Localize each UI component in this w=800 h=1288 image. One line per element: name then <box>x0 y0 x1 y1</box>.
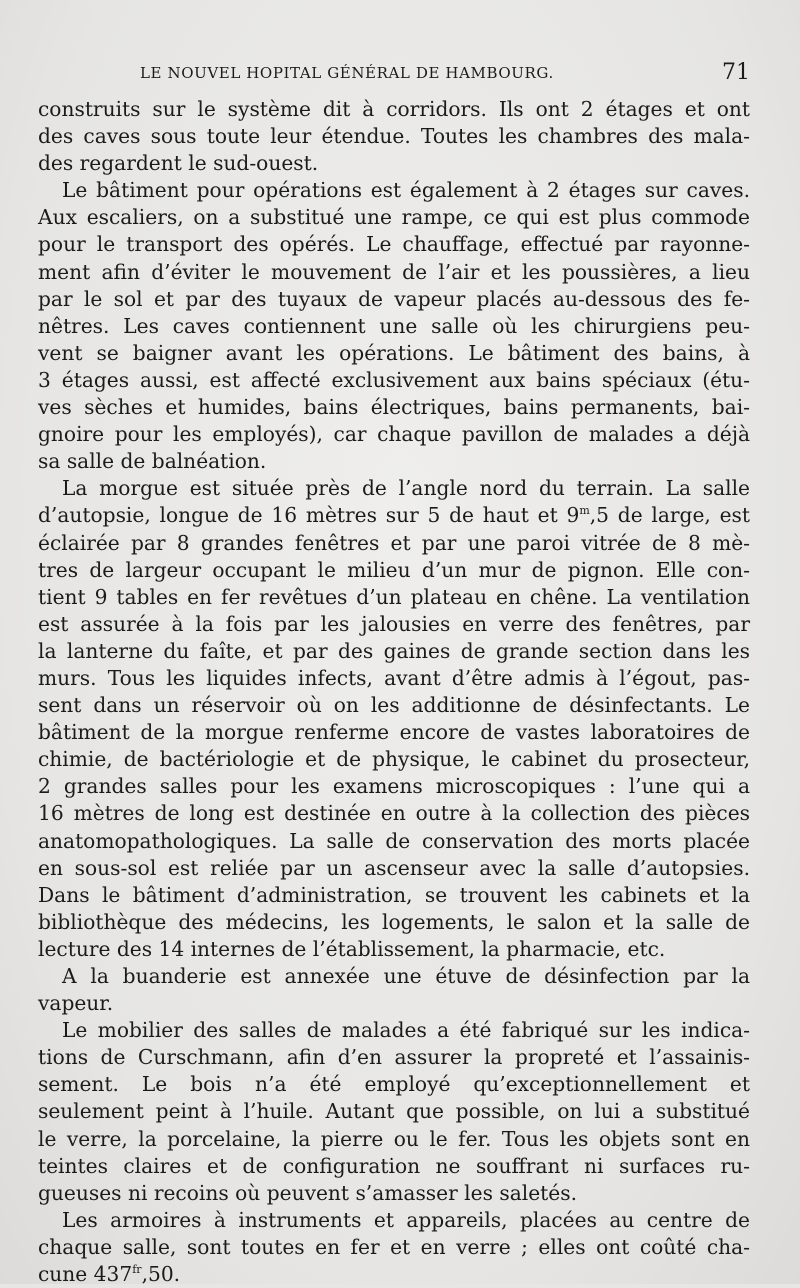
text-fragment: cune 437 <box>38 1262 133 1287</box>
text-line: des caves sous toute leur étendue. Toutes les chambres des mala- <box>38 124 750 149</box>
text-line: est assurée à la fois par les jalousies en verre des fenêtres, par <box>38 611 750 636</box>
text-line: Dans le bâtiment d’administration, se trouvent les cabinets et la <box>38 882 750 907</box>
text-line: Aux escaliers, on a substitué une rampe, ce qui est plus commode <box>38 205 750 230</box>
text-line: 3 étages aussi, est affecté exclusivement aux bains spéciaux (étu- <box>38 367 750 392</box>
text-line: construits sur le système dit à corridors. Ils ont 2 étages et ont <box>38 97 750 121</box>
page-number: 71 <box>722 60 750 85</box>
text-line: A la buanderie est annexée une étuve de désinfection par la vapeur. <box>38 964 750 1016</box>
text-line: sement. Le bois n’a été employé qu’exceptionnellement et <box>38 1072 750 1097</box>
text-line: en sous-sol est reliée par un ascenseur avec la salle d’autopsies. <box>38 855 750 880</box>
text-line <box>38 502 750 529</box>
text-line: tions de Curschmann, afin d’en assurer la propreté et l’assainis- <box>38 1045 750 1070</box>
text-line: lecture des 14 internes de l’établissement, la pharmacie, etc. <box>38 936 666 961</box>
running-title: LE NOUVEL HOPITAL GÉNÉRAL DE HAMBOURG. <box>140 64 554 82</box>
text-line: anatomopathologiques. La salle de conservation des morts placée <box>38 828 750 853</box>
text-line: ment afin d’éviter le mouvement de l’air et les poussières, a lieu <box>38 259 750 284</box>
text-line: bibliothèque des médecins, les logements, le salon et la salle de <box>38 909 750 934</box>
text-line: La morgue est située près de l’angle nord du terrain. La salle <box>62 476 750 501</box>
text-line: sa salle de balnéation. <box>38 449 267 474</box>
text-fragment: ,50. <box>141 1262 181 1287</box>
text-line: Le mobilier des salles de malades a été fabriqué sur les indica- <box>62 1018 750 1043</box>
running-head <box>140 62 750 88</box>
text-line: chaque salle, sont toutes en fer et en verre ; elles ont coûté cha- <box>38 1234 750 1259</box>
text-line: Le bâtiment pour opérations est également à 2 étages sur caves. <box>62 178 750 203</box>
text-line: 2 grandes salles pour les examens microscopiques : l’une qui a <box>38 774 750 799</box>
text-line: bâtiment de la morgue renferme encore de vastes laboratoires de <box>38 720 750 745</box>
text-line: par le sol et par des tuyaux de vapeur placés au-dessous des fe- <box>38 286 750 311</box>
text-line: nêtres. Les caves contiennent une salle où les chirurgiens peu- <box>38 313 750 338</box>
text-line: la lanterne du faîte, et par des gaines de grande section dans les <box>38 638 750 663</box>
body-text <box>38 96 750 1288</box>
text-line: des regardent le sud-ouest. <box>38 151 319 176</box>
text-fragment: ,5 de large, est <box>589 503 751 528</box>
text-line: teintes claires et de configuration ne souffrant ni surfaces ru- <box>38 1153 750 1178</box>
text-line: éclairée par 8 grandes fenêtres et par une paroi vitrée de 8 mè- <box>38 530 750 555</box>
text-line: le verre, la porcelaine, la pierre ou le fer. Tous les objets sont en <box>38 1126 750 1151</box>
text-line: tient 9 tables en fer revêtues d’un plateau en chêne. La ventilation <box>38 584 750 609</box>
text-line: 16 mètres de long est destinée en outre à la collection des pièces <box>38 801 750 826</box>
text-line: Les armoires à instruments et appareils, placées au centre de <box>62 1207 750 1232</box>
text-line: gueuses ni recoins où peuvent s’amasser les saletés. <box>38 1180 577 1205</box>
superscript-unit: fr <box>132 1263 142 1277</box>
text-line: sent dans un réservoir où on les additionne de désinfectants. Le <box>38 693 750 718</box>
text-line: vent se baigner avant les opérations. Le bâtiment des bains, à <box>38 340 750 365</box>
text-line: ves sèches et humides, bains électriques, bains permanents, bai- <box>38 395 750 420</box>
text-line: gnoire pour les employés), car chaque pavillon de malades a déjà <box>38 422 750 447</box>
text-line: seulement peint à l’huile. Autant que possible, on lui a substitué <box>38 1099 750 1124</box>
text-line: chimie, de bactériologie et de physique, le cabinet du prosecteur, <box>38 747 750 772</box>
text-line: murs. Tous les liquides infects, avant d’être admis à l’égout, pas- <box>38 665 750 690</box>
text-line: pour le transport des opérés. Le chauffage, effectué par rayonne- <box>38 232 750 257</box>
text-line: tres de largeur occupant le milieu d’un mur de pignon. Elle con- <box>38 557 750 582</box>
text-fragment: d’autopsie, longue de 16 mètres sur 5 de haut et 9 <box>38 503 580 528</box>
superscript-unit: m <box>579 504 590 518</box>
